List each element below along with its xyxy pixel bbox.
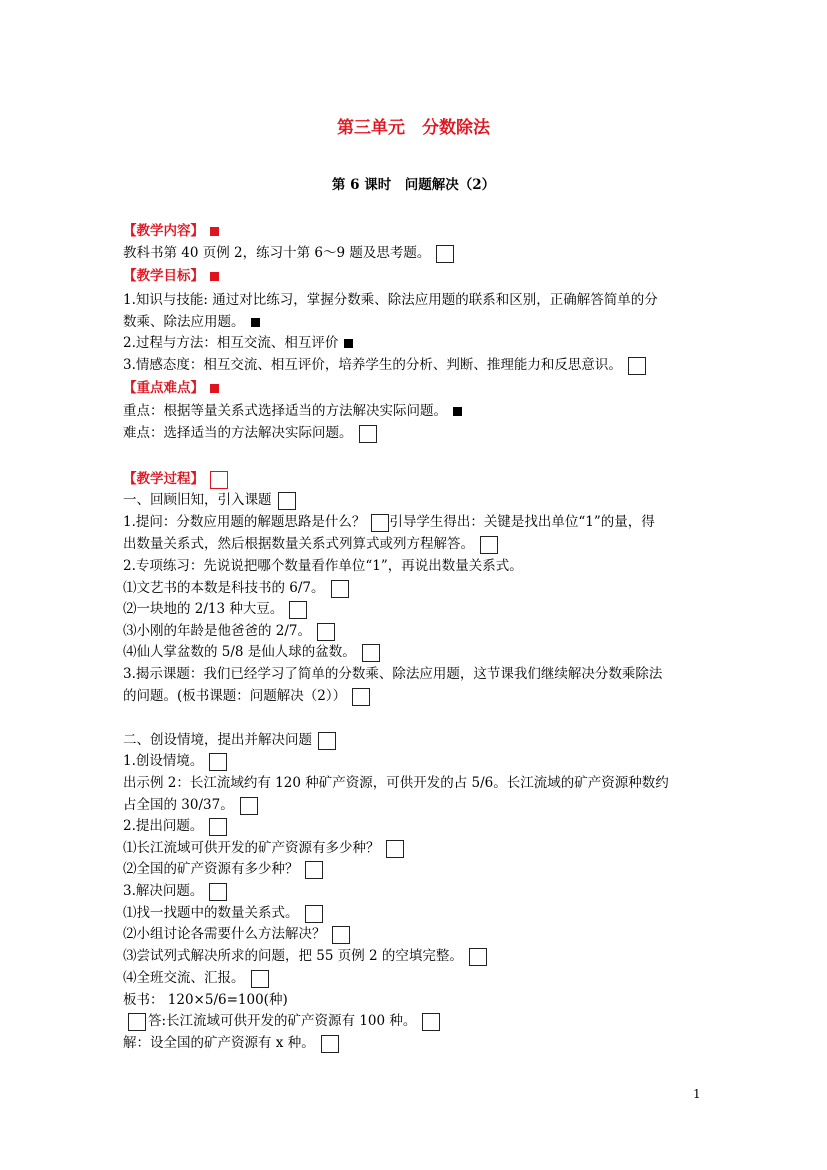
checkbox-icon[interactable] bbox=[371, 514, 389, 532]
text-line: ⑶小刚的年龄是他爸爸的 2/7。 bbox=[123, 621, 335, 641]
text-line: 数乘、除法应用题。 bbox=[123, 312, 260, 332]
text-line: 占全国的 30/37。 bbox=[123, 795, 258, 815]
text-line: 1.知识与技能: 通过对比练习，掌握分数乘、除法应用题的联系和区别，正确解答简单的分 bbox=[123, 292, 658, 308]
checkbox-icon[interactable] bbox=[209, 883, 227, 901]
text-line: ⑵一块地的 2/13 种大豆。 bbox=[123, 599, 307, 619]
checkbox-icon[interactable] bbox=[352, 688, 370, 706]
section-heading-goals: 【教学目标】 bbox=[123, 266, 219, 286]
checkbox-icon[interactable] bbox=[480, 536, 498, 554]
checkbox-icon[interactable] bbox=[469, 948, 487, 966]
red-square-icon bbox=[210, 272, 219, 281]
checkbox-icon[interactable] bbox=[359, 425, 377, 443]
checkbox-icon[interactable] bbox=[332, 926, 350, 944]
checkbox-icon[interactable] bbox=[240, 797, 258, 815]
section-heading-keypoints: 【重点难点】 bbox=[123, 378, 219, 398]
checkbox-icon[interactable] bbox=[305, 905, 323, 923]
section-heading-process: 【教学过程】 bbox=[123, 469, 228, 489]
checkbox-icon[interactable] bbox=[331, 580, 349, 598]
text-line: 教科书第 40 页例 2，练习十第 6～9 题及思考题。 bbox=[123, 243, 454, 263]
text-line: 难点：选择适当的方法解决实际问题。 bbox=[123, 423, 377, 443]
text-line: 一、回顾旧知，引入课题 bbox=[123, 490, 296, 510]
text-line: 的问题。(板书课题：问题解决（2）） bbox=[123, 686, 370, 706]
text-line: 2.过程与方法：相互交流、相互评价 bbox=[123, 333, 353, 353]
text-line: 出示例 2：长江流域约有 120 种矿产资源，可供开发的占 5/6。长江流域的矿产资源种数约 bbox=[123, 775, 669, 791]
text-line: 重点：根据等量关系式选择适当的方法解决实际问题。 bbox=[123, 401, 462, 421]
text-line: 板书： 120×5/6=100(种) bbox=[123, 992, 288, 1008]
checkbox-icon[interactable] bbox=[251, 970, 269, 988]
checkbox-icon[interactable] bbox=[289, 601, 307, 619]
checkbox-icon[interactable] bbox=[436, 245, 454, 263]
checkbox-icon[interactable] bbox=[209, 753, 227, 771]
checkbox-icon[interactable] bbox=[209, 818, 227, 836]
checkbox-icon[interactable] bbox=[210, 471, 228, 489]
text-line: 出数量关系式，然后根据数量关系式列算式或列方程解答。 bbox=[123, 534, 498, 554]
text-line: 3.解决问题。 bbox=[123, 881, 227, 901]
text-line: 答:长江流域可供开发的矿产资源有 100 种。 bbox=[128, 1011, 440, 1031]
text-line: 2.提出问题。 bbox=[123, 816, 227, 836]
checkbox-icon[interactable] bbox=[305, 861, 323, 879]
section-heading-content: 【教学内容】 bbox=[123, 221, 219, 241]
checkbox-icon[interactable] bbox=[321, 1035, 339, 1053]
text-line: ⑵小组讨论各需要什么方法解决？ bbox=[123, 924, 350, 944]
checkbox-icon[interactable] bbox=[317, 623, 335, 641]
red-square-icon bbox=[210, 227, 219, 236]
text-line: 1.创设情境。 bbox=[123, 751, 227, 771]
text-line: 1.提问：分数应用题的解题思路是什么？ 引导学生得出：关键是找出单位“1”的量，得 bbox=[123, 514, 655, 530]
text-line: ⑵全国的矿产资源有多少种？ bbox=[123, 859, 323, 879]
text-line: ⑷全班交流、汇报。 bbox=[123, 968, 269, 988]
black-square-icon bbox=[453, 407, 462, 416]
text-line: 3.情感态度：相互交流、相互评价，培养学生的分析、判断、推理能力和反思意识。 bbox=[123, 355, 646, 375]
black-square-icon bbox=[251, 318, 260, 327]
text-line: 二、创设情境，提出并解决问题 bbox=[123, 730, 336, 750]
checkbox-icon[interactable] bbox=[628, 357, 646, 375]
text-line: ⑶尝试列式解决所求的问题，把 55 页例 2 的空填完整。 bbox=[123, 946, 487, 966]
lesson-subtitle: 第 6 课时 问题解决（2） bbox=[331, 177, 496, 193]
red-square-icon bbox=[210, 384, 219, 393]
checkbox-icon[interactable] bbox=[386, 840, 404, 858]
checkbox-icon[interactable] bbox=[422, 1013, 440, 1031]
checkbox-icon[interactable] bbox=[318, 732, 336, 750]
text-line: ⑴长江流域可供开发的矿产资源有多少种？ bbox=[123, 838, 404, 858]
text-line: ⑴文艺书的本数是科技书的 6/7。 bbox=[123, 578, 349, 598]
text-line: ⑷仙人掌盆数的 5/8 是仙人球的盆数。 bbox=[123, 642, 380, 662]
text-line: 解：设全国的矿产资源有 x 种。 bbox=[123, 1033, 339, 1053]
text-line: 2.专项练习：先说说把哪个数量看作单位“1”，再说出数量关系式。 bbox=[123, 558, 523, 574]
black-square-icon bbox=[344, 339, 353, 348]
checkbox-icon[interactable] bbox=[278, 492, 296, 510]
page-title: 第三单元 分数除法 bbox=[337, 118, 490, 138]
checkbox-icon[interactable] bbox=[128, 1013, 146, 1031]
checkbox-icon[interactable] bbox=[362, 644, 380, 662]
page-number: 1 bbox=[693, 1087, 701, 1101]
text-line: ⑴找一找题中的数量关系式。 bbox=[123, 903, 323, 923]
text-line: 3.揭示课题：我们已经学习了简单的分数乘、除法应用题，这节课我们继续解决分数乘除法 bbox=[123, 666, 663, 682]
